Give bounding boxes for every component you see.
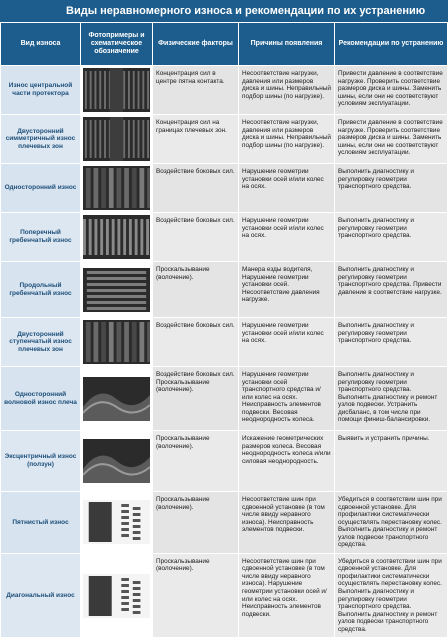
table-row bbox=[1, 262, 447, 317]
tire-spot-wear-photo-icon bbox=[83, 500, 150, 544]
cell-recommendations: Выполнить диагностику и регулировку геометрии транспортного средства. bbox=[335, 318, 447, 366]
cell-factors: Концентрация сил в центре пятна контакта. bbox=[153, 66, 238, 114]
cell-recommendations: Выполнить диагностику и регулировку геометрии транспортного средства. Выполнить диагностику и ремонт узлов подвески. Устранить дисбаланс, в том числе при помощи финиш-балансировки. bbox=[335, 367, 447, 430]
cell-recommendations: Выполнить диагностику и регулировку геометрии транспортного средства. Привести давление в соответствие нагрузке. bbox=[335, 262, 447, 317]
table-row bbox=[1, 164, 447, 212]
table-row bbox=[1, 554, 447, 637]
cell-factors: Воздействие боковых сил. bbox=[153, 164, 238, 212]
cell-causes: Несоответствие шин при сдвоенной установке (в том числе ввиду неравного износа). Неисправность элементов подвески. bbox=[239, 492, 334, 553]
tire-shoulder-wear-photo-icon bbox=[83, 117, 150, 161]
cell-factors: Проскальзывание (волочение). bbox=[153, 262, 238, 317]
cell-wear-type: Продольный гребенчатый износ bbox=[1, 262, 80, 317]
cell-photo bbox=[81, 554, 152, 637]
cell-factors: Воздействие боковых сил. Проскальзывание (волочение). bbox=[153, 367, 238, 430]
cell-causes: Нарушение геометрии установки осей и/или колес на осях. bbox=[239, 213, 334, 261]
table-row bbox=[1, 115, 447, 163]
cell-wear-type: Износ центральной части протектора bbox=[1, 66, 80, 114]
cell-photo bbox=[81, 115, 152, 163]
cell-causes: Несоответствие шин при сдвоенной установке (в том числе ввиду неравного износа). Нарушение геометрии установки осей и/или колес на осях. Неисправность элементов подвески. bbox=[239, 554, 334, 637]
cell-photo bbox=[81, 318, 152, 366]
table-row bbox=[1, 492, 447, 553]
wear-table bbox=[0, 22, 448, 638]
tire-comb-wear-photo-icon bbox=[83, 215, 150, 259]
cell-recommendations: Привести давление в соответствие нагрузке. Проверить соответствие размеров диска и шины. Заменить шины, если они не соответствуют условиям эксплуатации. bbox=[335, 115, 447, 163]
cell-recommendations: Убедиться в соответствии шин при сдвоенной установке. Для профилактики систематически осуществлять перестановку колес. Выполнить диагностику и ремонт узлов подвески транспортного средства. bbox=[335, 492, 447, 553]
cell-causes: Манера езды водителя, Нарушение геометрии установки осей. Несоответствие давления нагрузке. bbox=[239, 262, 334, 317]
header-recommendations: Рекомендации по устранению bbox=[335, 23, 447, 65]
table-header-row bbox=[1, 23, 447, 65]
cell-factors: Воздействие боковых сил. bbox=[153, 213, 238, 261]
cell-causes: Несоответствие нагрузки, давления или размеров диска и шины. Неправильный подбор шины (по нагрузке). bbox=[239, 66, 334, 114]
cell-photo bbox=[81, 164, 152, 212]
cell-photo bbox=[81, 492, 152, 553]
cell-factors: Проскальзывание (волочение). bbox=[153, 492, 238, 553]
cell-causes: Нарушение геометрии установки осей транспортного средства и/или колес на осях. Неисправность элементов подвески. Весовая неоднородность колеса. bbox=[239, 367, 334, 430]
header-type: Вид износа bbox=[1, 23, 80, 65]
cell-recommendations: Убедиться в соответствии шин при сдвоенной установке. Для профилактики систематически осуществлять перестановку колес. Выполнить диагностику и регулировку геометрии транспортного средства. Выполнить диагностику и ремонт узлов подвески транспортного средства. bbox=[335, 554, 447, 637]
cell-factors: Проскальзывание (волочение). bbox=[153, 431, 238, 491]
cell-causes: Несоответствие нагрузки, давления или размеров диска и шины. Неправильный подбор шины (по нагрузке). bbox=[239, 115, 334, 163]
cell-photo bbox=[81, 213, 152, 261]
cell-causes: Нарушение геометрии установки осей и/или колес на осях. bbox=[239, 318, 334, 366]
cell-factors: Концентрация сил на границах плечевых зон. bbox=[153, 115, 238, 163]
table-row bbox=[1, 318, 447, 366]
cell-recommendations: Выявить и устранить причины. bbox=[335, 431, 447, 491]
tire-diagonal-wear-photo-icon bbox=[83, 574, 150, 618]
cell-wear-type: Эксцентричный износ (ползун) bbox=[1, 431, 80, 491]
cell-factors: Воздействие боковых сил. bbox=[153, 318, 238, 366]
cell-photo bbox=[81, 431, 152, 491]
tire-longitudinal-wear-photo-icon bbox=[83, 268, 150, 312]
cell-causes: Искажение геометрических размеров колеса. Весовая неоднородность колеса и/или силовая неоднородность. bbox=[239, 431, 334, 491]
cell-wear-type: Односторонний волновой износ плеча bbox=[1, 367, 80, 430]
cell-recommendations: Выполнить диагностику и регулировку геометрии транспортного средства. bbox=[335, 164, 447, 212]
cell-causes: Нарушение геометрии установки осей и/или колес на осях. bbox=[239, 164, 334, 212]
page-title: Виды неравномерного износа и рекомендации по их устранению bbox=[0, 0, 448, 22]
cell-wear-type: Двусторонний симметричный износ плечевых зон bbox=[1, 115, 80, 163]
table-row bbox=[1, 66, 447, 114]
cell-wear-type: Пятнистый износ bbox=[1, 492, 80, 553]
tire-tread-photo-icon bbox=[83, 68, 150, 112]
cell-wear-type: Диагональный износ bbox=[1, 554, 80, 637]
table-row bbox=[1, 213, 447, 261]
table-row bbox=[1, 367, 447, 430]
header-factors: Физические факторы bbox=[153, 23, 238, 65]
cell-factors: Проскальзывание (волочение). bbox=[153, 554, 238, 637]
cell-wear-type: Односторонний износ bbox=[1, 164, 80, 212]
tire-wave-wear-photo-icon bbox=[83, 377, 150, 421]
cell-photo bbox=[81, 367, 152, 430]
cell-photo bbox=[81, 66, 152, 114]
table-row bbox=[1, 431, 447, 491]
cell-recommendations: Выполнить диагностику и регулировку геометрии транспортного средства. bbox=[335, 213, 447, 261]
cell-wear-type: Двусторонний ступенчатый износ плечевых зон bbox=[1, 318, 80, 366]
cell-recommendations: Привести давление в соответствие нагрузке. Проверить соответствие размеров диска и шины. Заменить шины, если они не соответствуют условиям эксплуатации. bbox=[335, 66, 447, 114]
header-photo: Фотопримеры и схематическое обозначение bbox=[81, 23, 152, 65]
cell-wear-type: Поперечный гребенчатый износ bbox=[1, 213, 80, 261]
cell-photo bbox=[81, 262, 152, 317]
tire-one-side-wear-photo-icon bbox=[83, 166, 150, 210]
tire-eccentric-wear-photo-icon bbox=[83, 439, 150, 483]
header-causes: Причины появления bbox=[239, 23, 334, 65]
tire-stepped-wear-photo-icon bbox=[83, 320, 150, 364]
